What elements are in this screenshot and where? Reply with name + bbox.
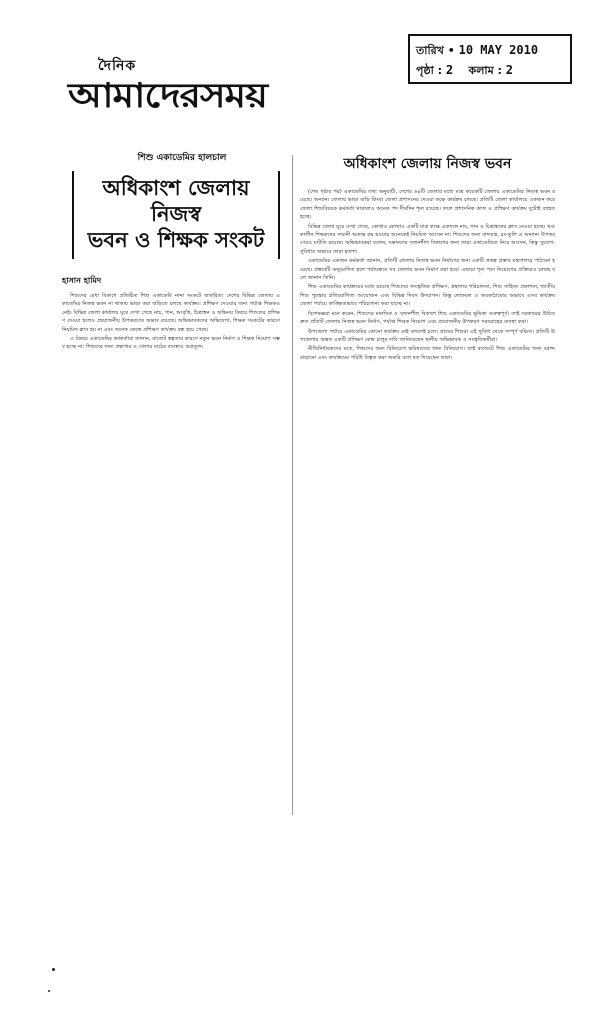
stamp-date-row: তারিখ • 10 MAY 2010 <box>416 43 539 57</box>
body-paragraph: বিভিন্ন জেলা ঘুরে দেখা গেছে, কোথাও কোথাও একটি মাত্র কক্ষে একসঙ্গে নাচ, গান ও চিত্রাঙ্কনের ক্লাস নেওয়া হচ্ছে। খণ্ডকালীন শিক্ষকদের সম্মানী অত্যন্ত কম হওয়ায় অনেকেই নিয়মিত আসেন না। শিশুদের জন্য বাদ্যযন্ত্র, রং-তুলি ও অন্যান্য উপকরণেরও ঘাটতি রয়েছে। অভিভাবকরা বলেন, সন্তানদের সৃজনশীল বিকাশের জন্য তারা একাডেমিতে নিয়ে আসেন, কিন্তু সুযোগ-সুবিধার অভাবে তারা হতাশ। <box>300 223 555 255</box>
scan-speck <box>48 990 50 992</box>
stamp-date-label: তারিখ <box>416 44 444 57</box>
stamp-page-value: 2 <box>445 63 454 77</box>
article-headline <box>72 171 280 259</box>
article-left-column <box>62 150 280 353</box>
body-paragraph: (শেষ পৃষ্ঠার পর) একাডেমির তথ্য অনুযায়ী, দেশের ৬৪টি জেলার মধ্যে মাত্র কয়েকটি জেলায় একাডেমির নিজস্ব ভবন রয়েছে। অন্যান্য জেলায় ভাড়া বাড়ি কিংবা জেলা প্রশাসনের দেওয়া কক্ষে কার্যক্রম চলছে। প্রতিটি জেলা কার্যালয়ে একজন করে জেলা শিশুবিষয়ক কর্মকর্তা থাকলেও অনেক পদ দীর্ঘদিন শূন্য রয়েছে। ফলে প্রশাসনিক কাজ ও প্রশিক্ষণ কার্যক্রম দুটোই ব্যাহত হচ্ছে। <box>300 189 555 221</box>
stamp-page-row: পৃষ্ঠা : 2 কলাম : 2 <box>416 63 514 77</box>
headline-line-2: ভবন ও শিক্ষক সংকট <box>87 227 265 252</box>
stamp-column-label: কলাম <box>468 64 494 77</box>
right-body-text <box>300 188 555 362</box>
scan-speck <box>52 968 55 971</box>
body-paragraph: শিশু একাডেমির কার্যক্রমের মধ্যে রয়েছে শিশুদের সাংস্কৃতিক প্রশিক্ষণ, গ্রন্থাগার পরিচালনা, শিশু সাহিত্য প্রকাশনা, জাতীয় শিশু পুরস্কার প্রতিযোগিতা আয়োজন এবং বিভিন্ন দিবস উদযাপন। কিন্তু লোকবল ও অবকাঠামোর অভাবে এসব কার্যক্রম জেলা পর্যায়ে কাঙ্ক্ষিতভাবে পরিচালনা করা যাচ্ছে না। <box>300 284 555 308</box>
body-paragraph: উপজেলা পর্যায়ে একাডেমির কোনো কার্যক্রম নেই বললেই চলে। গ্রামের শিশুরা এই সুবিধা থেকে সম্পূর্ণ বঞ্চিত। প্রতিটি উপজেলায় অন্তত একটি প্রশিক্ষণ কেন্দ্র চালুর দাবি জানিয়েছেন স্থানীয় অভিভাবক ও সংস্কৃতিকর্মীরা। <box>300 328 555 343</box>
body-paragraph: নীতিনির্ধারকদের মতে, শিশুদের জন্য বিনিয়োগ ভবিষ্যতের জন্য বিনিয়োগ। তাই বাজেটে শিশু একাডেমির জন্য বরাদ্দ বাড়ানো এবং কার্যক্রমের পরিধি বিস্তৃত করা জরুরি বলে মত দিয়েছেন তারা। <box>300 346 555 361</box>
masthead-prefix: দৈনিক <box>98 58 137 74</box>
stamp-page-label: পৃষ্ঠা <box>416 64 434 77</box>
article-kicker: শিশু একাডেমির হালচাল <box>137 153 227 163</box>
article-byline: হাসান হামিদ <box>62 276 102 285</box>
article-right-column <box>300 152 555 363</box>
body-paragraph: শিশুদের মেধা বিকাশে প্রতিষ্ঠিত শিশু একাডেমি নানা সংকটে জর্জরিত। দেশের বিভিন্ন জেলায় একাডেমির নিজস্ব ভবন না থাকায় ভাড়া করা বাড়িতে চলছে কার্যক্রম। প্রশিক্ষণ দেওয়ার জন্য পর্যাপ্ত শিক্ষকও নেই। বিভিন্ন জেলা কার্যালয় ঘুরে দেখা গেছে নাচ, গান, আবৃত্তি, চিত্রাঙ্কন ও অভিনয় বিষয়ে শিশুদের প্রশিক্ষণ দেওয়া হলেও প্রয়োজনীয় উপকরণের অভাব রয়েছে। অভিভাবকদের অভিযোগ, শিক্ষক সংকটের কারণে নিয়মিত ক্লাস হয় না এবং অনেক কেন্দ্রে প্রশিক্ষণ কার্যক্রম বন্ধ হয়ে গেছে। <box>62 293 280 333</box>
continuation-title: অধিকাংশ জেলায় নিজস্ব ভবন <box>343 156 512 172</box>
body-paragraph: বিশেষজ্ঞরা মনে করেন, শিশুদের মানসিক ও সৃজনশীল বিকাশে শিশু একাডেমির ভূমিকা গুরুত্বপূর্ণ। তাই সরকারের উচিত দ্রুত প্রতিটি জেলায় নিজস্ব ভবন নির্মাণ, পর্যাপ্ত শিক্ষক নিয়োগ এবং প্রয়োজনীয় উপকরণ সরবরাহের ব্যবস্থা করা। <box>300 310 555 326</box>
newspaper-masthead <box>68 52 308 116</box>
clipping-stamp <box>408 34 572 84</box>
stamp-column-value: 2 <box>505 63 514 77</box>
column-divider <box>292 155 293 815</box>
left-body-text <box>62 292 280 352</box>
stamp-date-value: 10 MAY 2010 <box>458 43 539 57</box>
masthead-title: আমাদেরসময় <box>68 76 267 116</box>
body-paragraph: এ বিষয়ে একাডেমির কর্মকর্তারা জানান, বাজেট স্বল্পতার কারণে নতুন ভবন নির্মাণ ও শিক্ষক নিয়োগ সম্ভব হচ্ছে না। শিশুদের জন্য গ্রন্থাগার ও খেলার মাঠের ব্যবস্থাও অপ্রতুল। <box>62 336 280 351</box>
body-paragraph: একাডেমির একজন কর্মকর্তা জানান, প্রতিটি জেলায় নিজস্ব ভবন নির্মাণের জন্য একটি প্রকল্প প্রস্তাব মন্ত্রণালয়ে পাঠানো হয়েছে। প্রস্তাবটি অনুমোদিত হলে পর্যায়ক্রমে সব জেলায় ভবন নির্মাণ করা হবে। এছাড়া শূন্য পদে নিয়োগের প্রক্রিয়াও চলছে বলে জানান তিনি। <box>300 258 555 282</box>
headline-line-1: অধিকাংশ জেলায় নিজস্ব <box>102 175 250 226</box>
